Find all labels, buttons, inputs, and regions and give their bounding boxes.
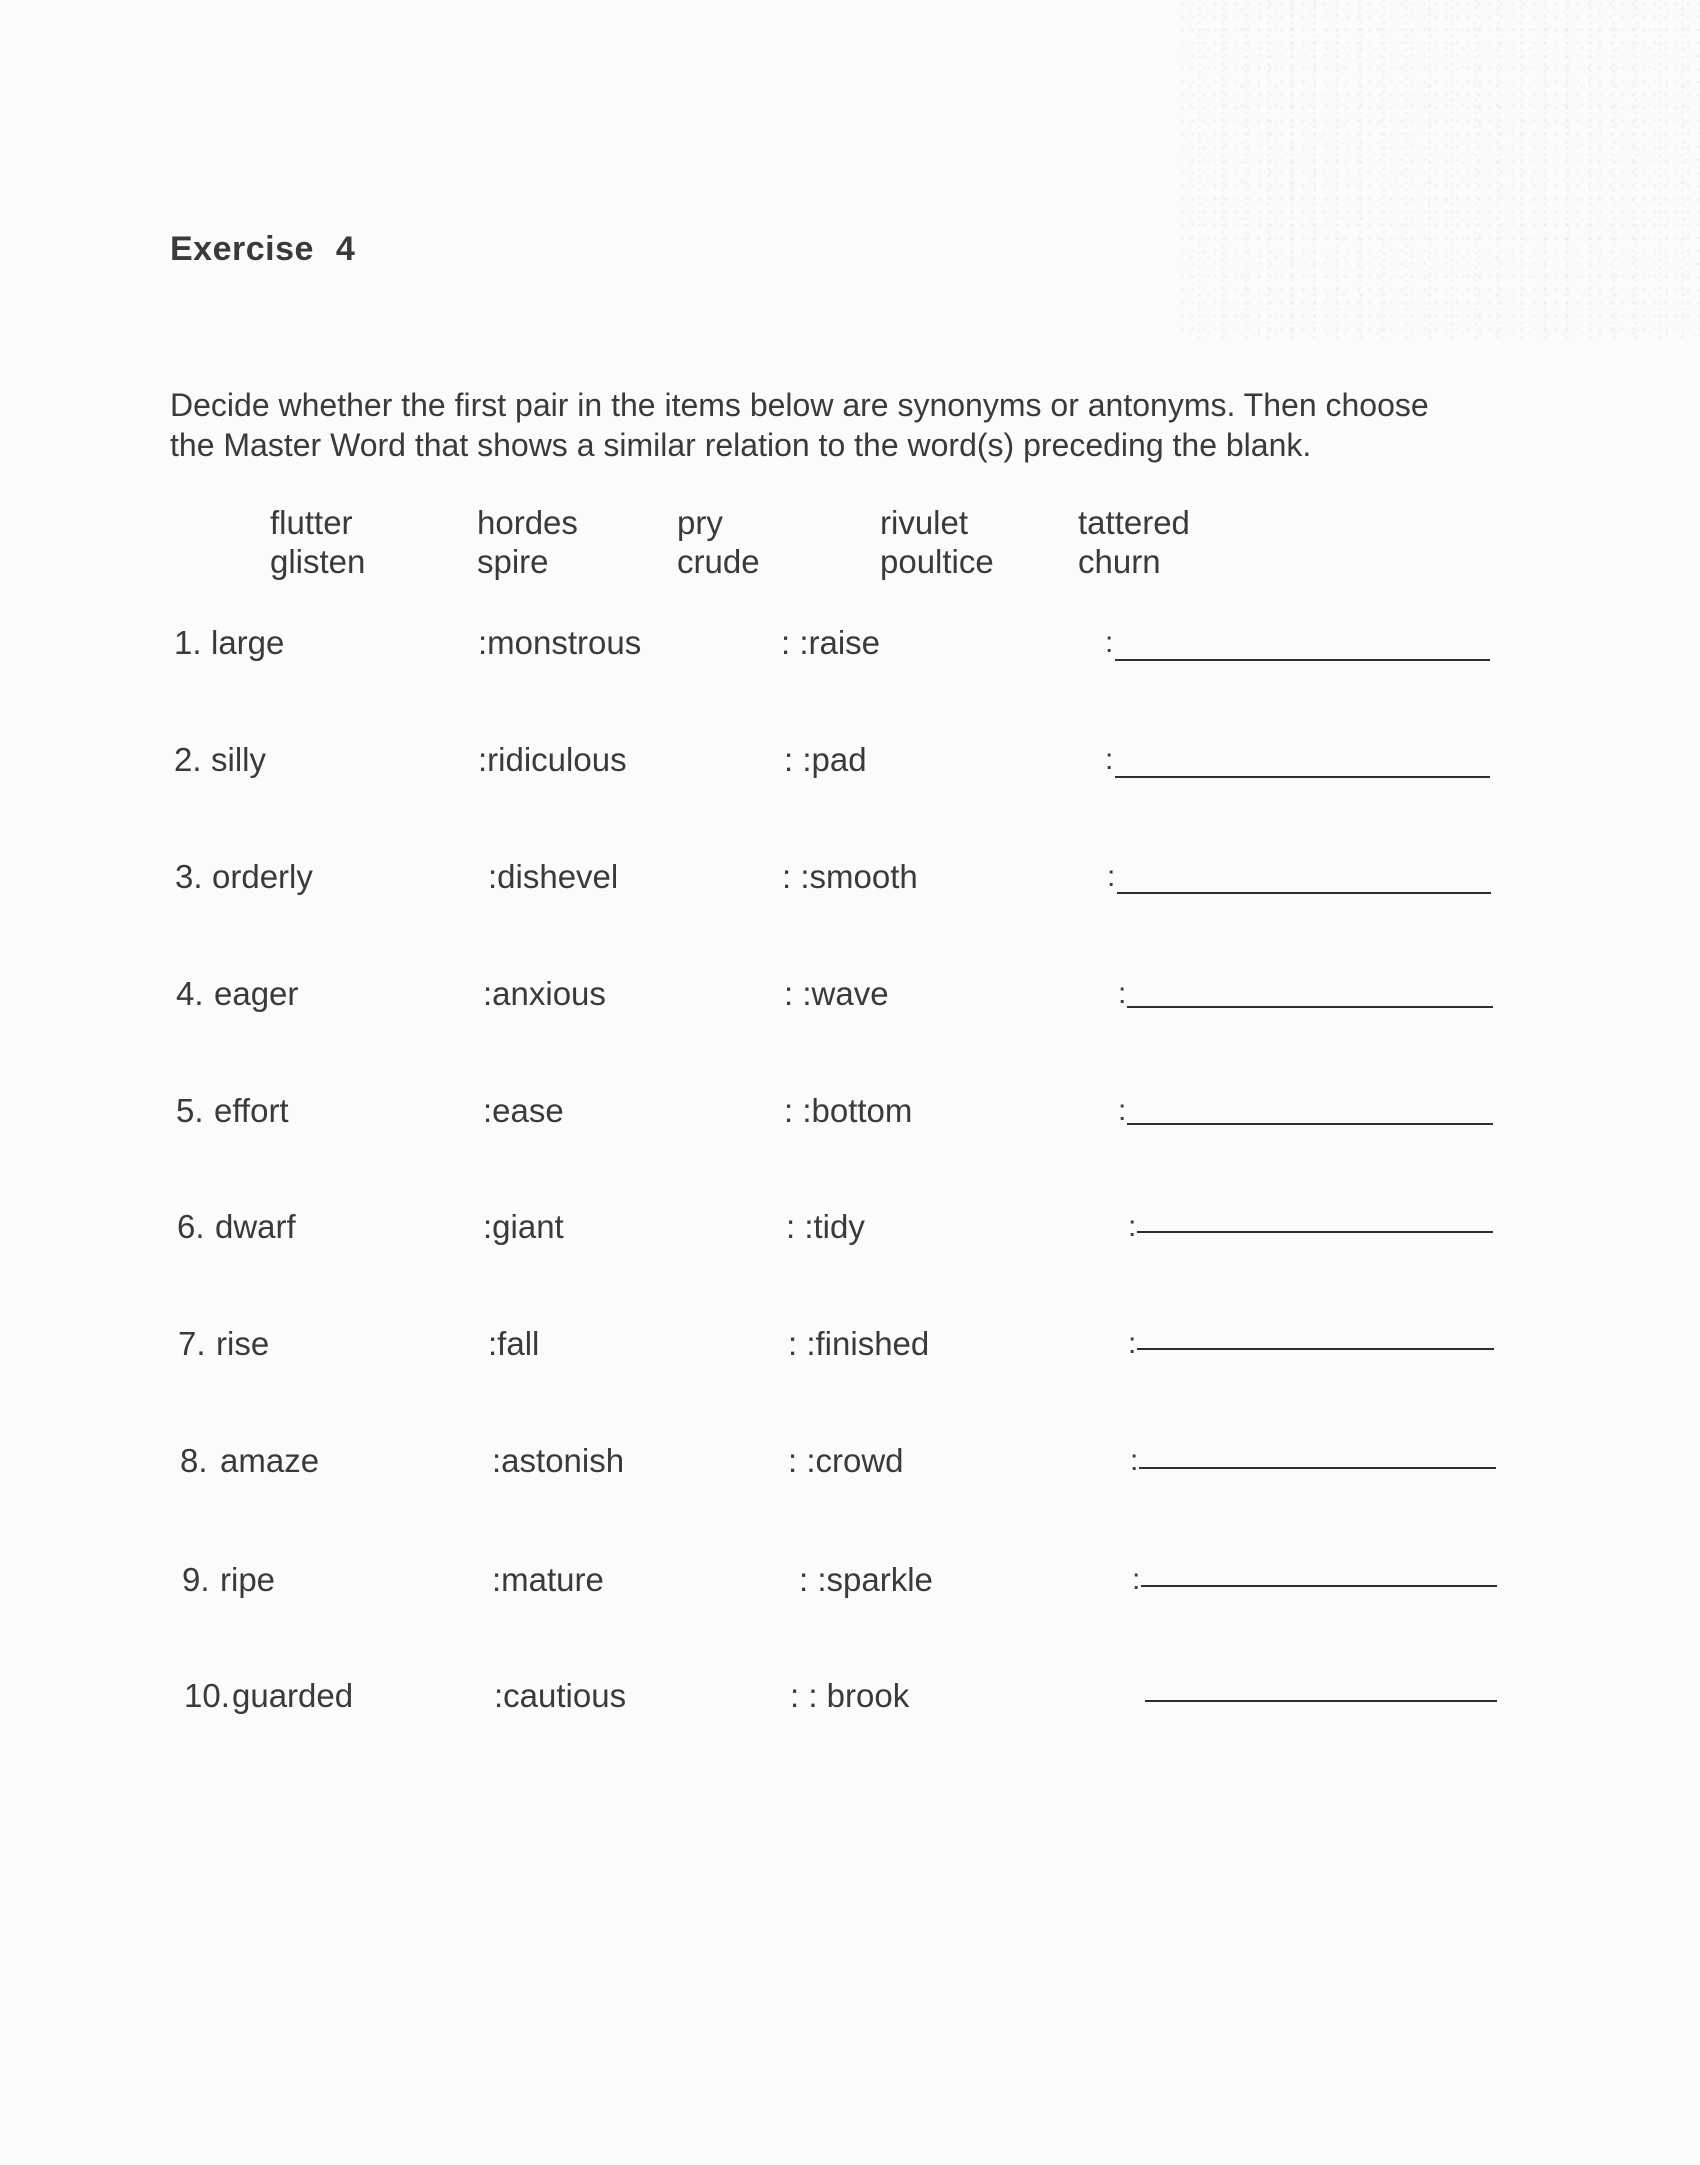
item-word-1: silly <box>211 741 266 778</box>
item-word-1: dwarf <box>215 1208 296 1245</box>
item-word-3: : : brook <box>790 1677 910 1714</box>
exercise-title: Exercise 4 <box>170 230 356 268</box>
item-word-1: guarded <box>232 1677 354 1714</box>
item-number: 2. <box>174 741 202 778</box>
blank-colon: : <box>1105 626 1114 659</box>
blank-colon: : <box>1107 860 1116 893</box>
master-word-2: hordes <box>477 504 578 541</box>
master-word-10: churn <box>1078 543 1161 580</box>
item-word-2: :mature <box>492 1561 604 1598</box>
analogy-item-4 <box>0 975 1700 1025</box>
master-word-9: poultice <box>880 543 994 580</box>
master-word-1: flutter <box>270 504 353 541</box>
item-number: 10. <box>184 1677 230 1714</box>
item-word-3: : :sparkle <box>799 1561 933 1598</box>
answer-blank[interactable] <box>1115 659 1490 661</box>
item-word-2: :cautious <box>494 1677 627 1714</box>
item-number: 1. <box>174 624 202 661</box>
analogy-item-5 <box>0 1092 1700 1142</box>
item-word-2: :monstrous <box>478 624 642 661</box>
blank-colon: : <box>1105 743 1114 776</box>
item-word-3: : :raise <box>781 624 881 661</box>
analogy-item-2 <box>0 741 1700 791</box>
analogy-item-8 <box>0 1442 1700 1492</box>
analogy-item-7 <box>0 1325 1700 1375</box>
blank-colon: : <box>1128 1210 1137 1243</box>
item-number: 7. <box>178 1325 206 1362</box>
item-word-3: : :tidy <box>786 1208 865 1245</box>
master-word-4: rivulet <box>880 504 969 541</box>
item-number: 6. <box>177 1208 205 1245</box>
item-word-2: :dishevel <box>488 858 619 895</box>
item-word-1: effort <box>214 1092 289 1129</box>
answer-blank[interactable] <box>1127 1123 1493 1125</box>
blank-colon: : <box>1118 977 1127 1010</box>
item-word-3: : :crowd <box>788 1442 904 1479</box>
item-word-1: ripe <box>220 1561 276 1598</box>
item-word-2: :giant <box>483 1208 564 1245</box>
analogy-item-1 <box>0 624 1700 674</box>
item-word-1: amaze <box>220 1442 320 1479</box>
item-number: 5. <box>176 1092 204 1129</box>
item-number: 4. <box>176 975 204 1012</box>
answer-blank[interactable] <box>1137 1231 1493 1233</box>
item-word-2: :ease <box>483 1092 564 1129</box>
answer-blank[interactable] <box>1115 776 1490 778</box>
answer-blank[interactable] <box>1145 1700 1497 1702</box>
master-word-7: spire <box>477 543 549 580</box>
analogy-item-6 <box>0 1208 1700 1258</box>
master-word-6: glisten <box>270 543 366 580</box>
item-word-1: rise <box>216 1325 270 1362</box>
blank-colon: : <box>1130 1444 1139 1477</box>
item-number: 9. <box>182 1561 210 1598</box>
analogy-item-3 <box>0 858 1700 908</box>
item-word-1: eager <box>214 975 299 1012</box>
item-word-3: : :finished <box>788 1325 930 1362</box>
item-word-3: : :pad <box>784 741 867 778</box>
item-number: 8. <box>180 1442 208 1479</box>
blank-colon: : <box>1128 1327 1137 1360</box>
item-word-1: large <box>211 624 285 661</box>
blank-colon: : <box>1118 1094 1127 1127</box>
item-word-2: :anxious <box>483 975 606 1012</box>
item-word-3: : :smooth <box>782 858 918 895</box>
item-word-3: : :wave <box>784 975 889 1012</box>
item-word-3: : :bottom <box>784 1092 913 1129</box>
item-word-2: :astonish <box>492 1442 625 1479</box>
item-word-1: orderly <box>212 858 313 895</box>
analogy-item-9 <box>0 1561 1700 1611</box>
blank-colon: : <box>1132 1563 1141 1596</box>
master-word-8: crude <box>677 543 760 580</box>
item-word-2: :fall <box>488 1325 540 1362</box>
answer-blank[interactable] <box>1137 1348 1494 1350</box>
master-word-5: tattered <box>1078 504 1190 541</box>
answer-blank[interactable] <box>1141 1585 1497 1587</box>
answer-blank[interactable] <box>1117 892 1491 894</box>
master-word-3: pry <box>677 504 723 541</box>
item-number: 3. <box>175 858 203 895</box>
instructions-text: Decide whether the first pair in the items below are synonyms or antonyms. Then choose the Master Word that shows a similar relation to the word(s) preceding the blank. <box>170 387 1429 463</box>
answer-blank[interactable] <box>1127 1006 1493 1008</box>
analogy-item-10 <box>0 1677 1700 1727</box>
answer-blank[interactable] <box>1139 1467 1496 1469</box>
item-word-2: :ridiculous <box>478 741 627 778</box>
